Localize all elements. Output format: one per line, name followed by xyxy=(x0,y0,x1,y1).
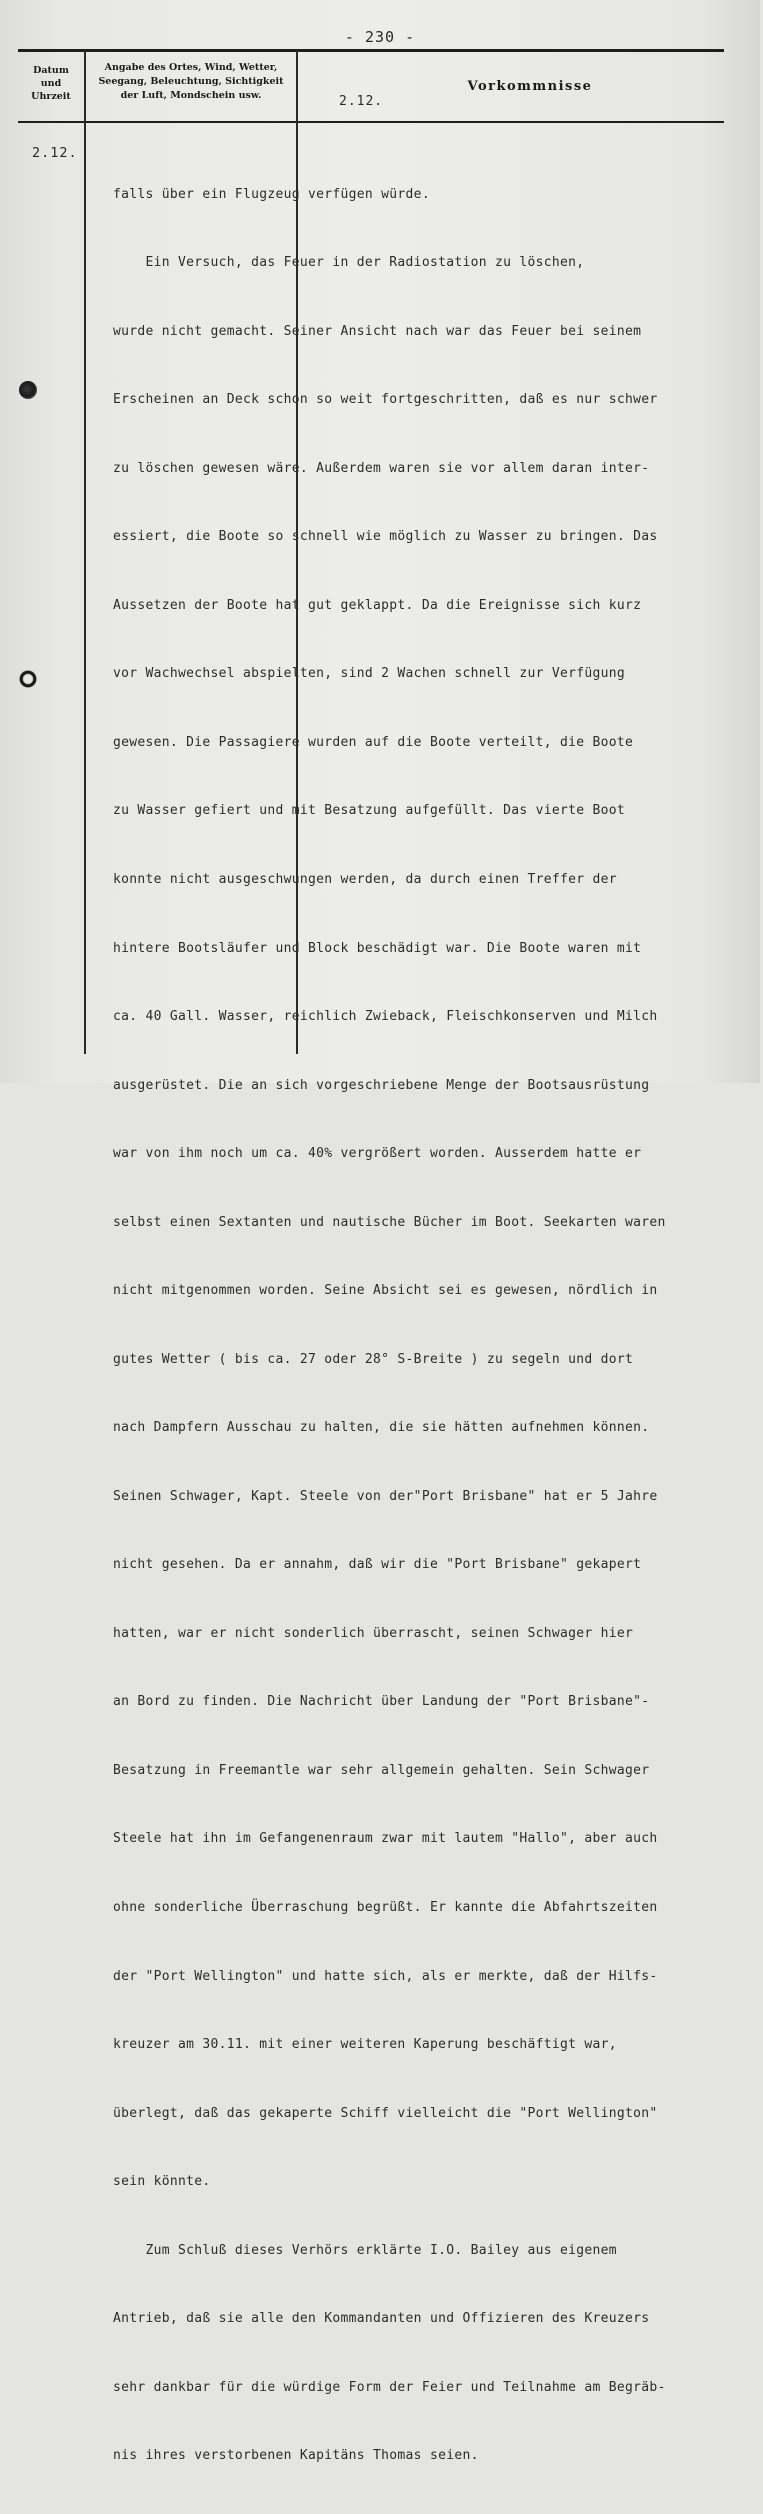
entry-date: 2.12. xyxy=(32,145,78,161)
text-line: nis ihres verstorbenen Kapitäns Thomas seien. xyxy=(113,2448,479,2464)
text-line: Erscheinen an Deck schon so weit fortgeschritten, daß es nur schwer xyxy=(113,392,658,408)
header-location-weather: Angabe des Ortes, Wind, Wetter, Seegang, Beleuchtung, Sichtigkeit der Luft, Mondschein usw. xyxy=(98,62,284,101)
column-divider-1 xyxy=(84,50,86,1054)
text-line: essiert, die Boote so schnell wie möglich zu Wasser zu bringen. Das xyxy=(113,529,658,545)
text-line: Steele hat ihn im Gefangenenraum zwar mit lautem "Hallo", aber auch xyxy=(113,1831,658,1847)
text-line: konnte nicht ausgeschwungen werden, da durch einen Treffer der xyxy=(113,872,617,887)
text-line: war von ihm noch um ca. 40% vergrößert worden. Ausserdem hatte er xyxy=(113,1146,642,1162)
text-line: kreuzer am 30.11. mit einer weiteren Kaperung beschäftigt war, xyxy=(113,2037,617,2053)
header-bottom-rule xyxy=(18,121,724,123)
text-line: vor Wachwechsel abspielten, sind 2 Wachen schnell zur Verfügung xyxy=(113,666,625,682)
text-line: zu Wasser gefiert und mit Besatzung aufgefüllt. Das vierte Boot xyxy=(113,803,625,819)
text-line: gewesen. Die Passagiere wurden auf die Boote verteilt, die Boote xyxy=(113,734,634,750)
text-line: nicht mitgenommen worden. Seine Absicht sei es gewesen, nördlich in xyxy=(113,1283,658,1299)
text-line: ohne sonderliche Überraschung begrüßt. Er kannte die Abfahrtszeiten xyxy=(113,1899,658,1915)
text-line: sehr dankbar für die würdige Form der Feier und Teilnahme am Begräb- xyxy=(113,2379,666,2395)
text-line: Zum Schluß dieses Verhörs erklärte I.O. Bailey aus eigenem xyxy=(113,2242,617,2258)
text-line: ausgerüstet. Die an sich vorgeschriebene Menge der Bootsausrüstung xyxy=(113,1077,650,1093)
entry-body xyxy=(113,138,763,2514)
text-line: sein könnte. xyxy=(113,2174,211,2190)
text-line: wurde nicht gemacht. Seiner Ansicht nach war das Feuer bei seinem xyxy=(113,323,642,339)
text-line: hintere Bootsläufer und Block beschädigt war. Die Boote waren mit xyxy=(113,940,642,956)
text-line: Ein Versuch, das Feuer in der Radiostation zu löschen, xyxy=(113,255,585,271)
text-line: Seinen Schwager, Kapt. Steele von der"Port Brisbane" hat er 5 Jahre xyxy=(113,1488,658,1504)
text-line: nicht gesehen. Da er annahm, daß wir die "Port Brisbane" gekapert xyxy=(113,1557,642,1573)
text-line: Antrieb, daß sie alle den Kommandanten und Offizieren des Kreuzers xyxy=(113,2311,650,2327)
text-line: falls über ein Flugzeug verfügen würde. xyxy=(113,186,430,202)
text-line: Aussetzen der Boote hat gut geklappt. Da die Ereignisse sich kurz xyxy=(113,597,642,613)
text-line: Besatzung in Freemantle war sehr allgemein gehalten. Sein Schwager xyxy=(113,1762,650,1778)
text-line: nach Dampfern Ausschau zu halten, die sie hätten aufnehmen können. xyxy=(113,1420,650,1436)
punch-hole-upper xyxy=(19,381,37,399)
text-line: ca. 40 Gall. Wasser, reichlich Zwieback, Fleischkonserven und Milch xyxy=(113,1009,658,1025)
text-line: hatten, war er nicht sonderlich überrascht, seinen Schwager hier xyxy=(113,1625,634,1641)
punch-hole-lower xyxy=(19,670,37,688)
text-line: überlegt, daß das gekaperte Schiff vielleicht die "Port Wellington" xyxy=(113,2105,658,2121)
text-line: selbst einen Sextanten und nautische Bücher im Boot. Seekarten waren xyxy=(113,1214,666,1230)
text-line: gutes Wetter ( bis ca. 27 oder 28° S-Breite ) zu segeln und dort xyxy=(113,1351,634,1367)
text-line: der "Port Wellington" und hatte sich, als er merkte, daß der Hilfs- xyxy=(113,1968,658,1984)
header-date-time: Datum und Uhrzeit xyxy=(31,65,71,102)
header-entry-date: 2.12. xyxy=(339,94,384,109)
header-events: Vorkommnisse xyxy=(467,79,593,94)
page-number: - 230 - xyxy=(344,28,416,46)
text-line: zu löschen gewesen wäre. Außerdem waren sie vor allem daran inter- xyxy=(113,460,650,476)
text-line: an Bord zu finden. Die Nachricht über Landung der "Port Brisbane"- xyxy=(113,1694,650,1710)
header-top-rule xyxy=(18,49,724,52)
